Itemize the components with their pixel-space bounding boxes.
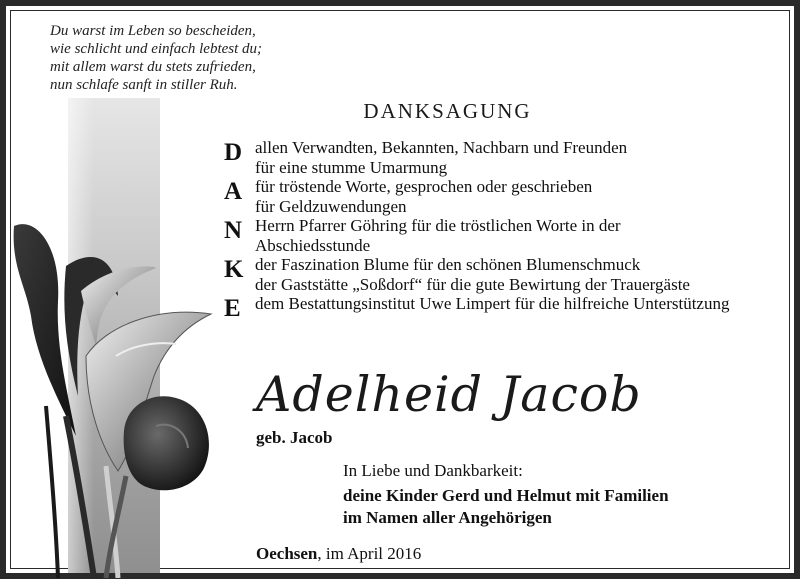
poem-line: mit allem warst du stets zufrieden, (50, 59, 256, 75)
thanks-line (224, 255, 760, 283)
thanks-text: der Gaststätte „Soßdorf“ für die gute Bewirtung der Trauergäste (255, 274, 690, 294)
thanks-line (224, 294, 760, 322)
thanks-line (224, 275, 760, 295)
signature-family (343, 485, 669, 529)
poem (50, 22, 262, 94)
place-date (256, 544, 421, 564)
thanks-line (224, 216, 760, 244)
acrostic-letter: K (224, 256, 244, 283)
page-title: DANKSAGUNG (363, 99, 532, 123)
thanks-line (224, 158, 760, 178)
calla-lily-illustration (6, 206, 236, 578)
acrostic-letter: N (224, 217, 243, 244)
thanks-text: allen Verwandten, Bekannten, Nachbarn und Freunden (255, 138, 628, 157)
date: , im April 2016 (317, 544, 422, 563)
deceased-name: Adelheid Jacob (256, 366, 642, 423)
signature-intro: In Liebe und Dankbarkeit: (343, 461, 523, 480)
thanks-text: für eine stumme Umarmung (255, 157, 448, 177)
family-line: deine Kinder Gerd und Helmut mit Familien (343, 486, 669, 505)
town: Oechsen (256, 544, 318, 563)
poem-line: wie schlicht und einfach lebtest du; (50, 41, 263, 57)
poem-line: Du warst im Leben so bescheiden, (50, 23, 256, 39)
thanks-text: dem Bestattungsinstitut Uwe Limpert für die hilfreiche Unterstützung (255, 294, 730, 313)
thanks-text: für Geldzuwendungen (255, 196, 407, 216)
thanks-text: der Faszination Blume für den schönen Blumenschmuck (255, 255, 641, 274)
thanks-line (224, 177, 760, 205)
thanks-line (224, 138, 760, 166)
birth-name: geb. Jacob (256, 428, 333, 447)
thanks-text: Abschiedsstunde (255, 235, 371, 255)
thanks-text: für tröstende Worte, gesprochen oder geschrieben (255, 177, 593, 196)
thanks-line (224, 236, 760, 256)
acrostic-letter: E (224, 295, 241, 322)
acrostic-letter: A (224, 178, 243, 205)
thanks-line (224, 197, 760, 217)
thanks-text: Herrn Pfarrer Göhring für die tröstlichen Worte in der (255, 216, 621, 235)
thanks-list (224, 138, 760, 322)
acrostic-letter: D (224, 139, 243, 166)
family-line: im Namen aller Angehörigen (343, 508, 552, 527)
poem-line: nun schlafe sanft in stiller Ruh. (50, 77, 238, 93)
